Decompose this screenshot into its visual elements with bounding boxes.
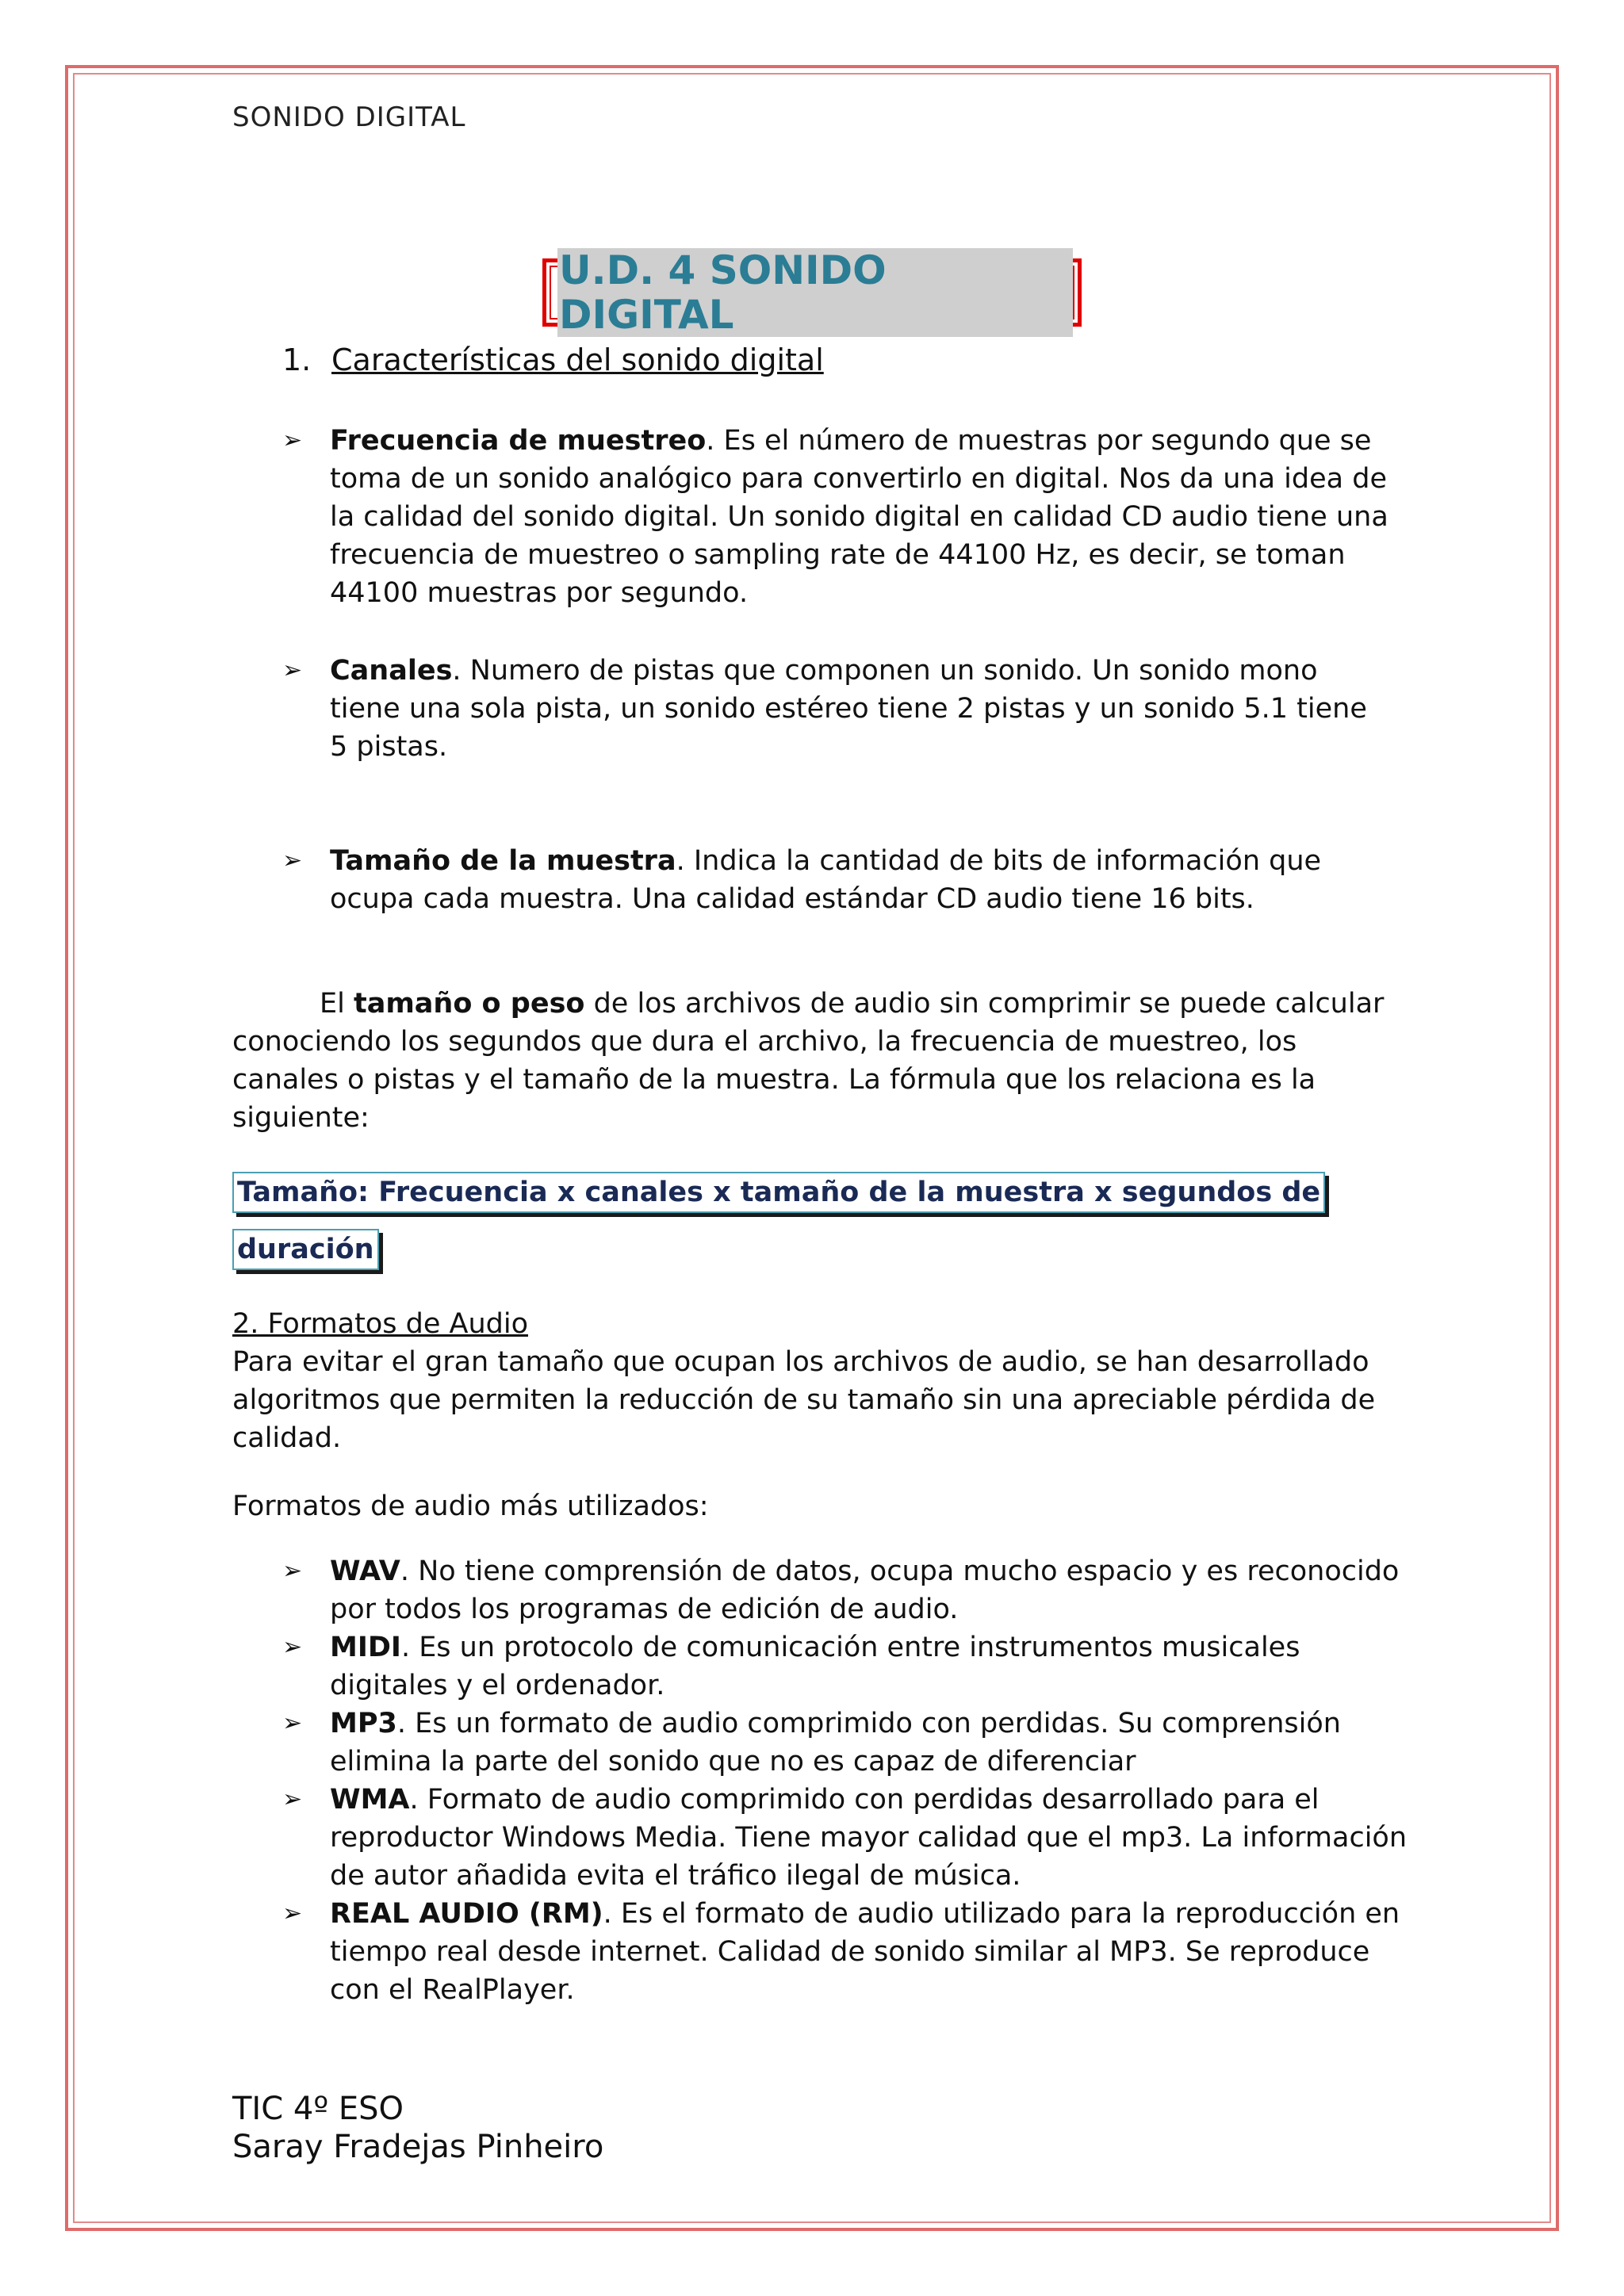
arrowhead-bullet-icon: ➢ [282, 656, 303, 684]
bullet-text [330, 652, 1392, 766]
list-item [282, 1705, 1408, 1781]
format-term: WAV [330, 1556, 400, 1587]
bullet-term: Frecuencia de muestreo [330, 425, 707, 457]
list-item [282, 1895, 1408, 2009]
formats-list [282, 1552, 1408, 2009]
format-description: . Es el formato de audio utilizado para la reproducción en tiempo real desde internet. Calidad de sonido similar al MP3. Se reproduce con el RealPlayer. [330, 1898, 1400, 2006]
bullet-text [330, 842, 1392, 918]
paragraph-bold: tamaño o peso [353, 988, 585, 1020]
bullet-text [330, 422, 1392, 612]
arrowhead-bullet-icon: ➢ [282, 427, 303, 454]
section-1-heading [282, 341, 824, 379]
format-description: . Es un protocolo de comunicación entre instrumentos musicales digitales y el ordenador. [330, 1632, 1300, 1701]
format-description: . Es un formato de audio comprimido con perdidas. Su comprensión elimina la parte del sonido que no es capaz de diferenciar [330, 1708, 1341, 1777]
format-term: MIDI [330, 1632, 401, 1663]
section-2-heading: 2. Formatos de Audio [232, 1308, 528, 1340]
section-2 [232, 1305, 1398, 1457]
title-inner-border [550, 247, 1074, 338]
footer-author: Saray Fradejas Pinheiro [232, 2129, 604, 2165]
formula-line-1: Tamaño: Frecuencia x canales x tamaño de la muestra x segundos de [232, 1172, 1325, 1213]
bullet-description: . Es el número de muestras por segundo que se toma de un sonido analógico para convertirlo en digital. Nos da una idea de la calidad del sonido digital. Un sonido digital en calidad CD audio tiene una frecuencia de muestreo o sampling rate de 44100 Hz, es decir, se toman 44100 muestras por segundo. [330, 425, 1388, 609]
page-title: U.D. 4 SONIDO DIGITAL [557, 248, 1073, 337]
arrowhead-bullet-icon: ➢ [282, 1633, 303, 1661]
paragraph-size [232, 985, 1398, 1137]
format-term: MP3 [330, 1708, 397, 1739]
bullet-description: . Indica la cantidad de bits de información que ocupa cada muestra. Una calidad estándar CD audio tiene 16 bits. [330, 845, 1322, 915]
bullet-term: Canales [330, 655, 453, 687]
format-description: . Formato de audio comprimido con perdidas desarrollado para el reproductor Windows Media. Tiene mayor calidad que el mp3. La información de autor añadida evita el tráfico ilegal de música. [330, 1784, 1408, 1892]
section-2-intro: Para evitar el gran tamaño que ocupan los archivos de audio, se han desarrollado algoritmos que permiten la reducción de su tamaño sin una apreciable pérdida de calidad. [232, 1346, 1376, 1454]
arrowhead-bullet-icon: ➢ [282, 1785, 303, 1813]
section-1-title: Características del sonido digital [331, 342, 824, 377]
bullet-term: Tamaño de la muestra [330, 845, 676, 877]
format-description: . No tiene comprensión de datos, ocupa mucho espacio y es reconocido por todos los programas de edición de audio. [330, 1556, 1400, 1625]
bullet-frecuencia [282, 422, 1392, 612]
paragraph-pre: El [320, 988, 354, 1020]
list-item [282, 1552, 1408, 1628]
arrowhead-bullet-icon: ➢ [282, 847, 303, 874]
arrowhead-bullet-icon: ➢ [282, 1900, 303, 1927]
list-item [282, 1781, 1408, 1895]
bullet-description: . Numero de pistas que componen un sonido. Un sonido mono tiene una sola pista, un sonido estéreo tiene 2 pistas y un sonido 5.1 tiene 5 pistas. [330, 655, 1367, 763]
formula-line-2: duración [232, 1229, 379, 1270]
paragraph-post: de los archivos de audio sin comprimir se puede calcular conociendo los segundos que dura el archivo, la frecuencia de muestreo, los canales o pistas y el tamaño de la muestra. La fórmula que los relaciona es la siguiente: [232, 988, 1385, 1134]
format-term: REAL AUDIO (RM) [330, 1898, 603, 1930]
list-item [282, 1628, 1408, 1705]
footer-course: TIC 4º ESO [232, 2091, 404, 2127]
bullet-tamano-muestra [282, 842, 1392, 918]
page-footer [232, 2090, 603, 2166]
arrowhead-bullet-icon: ➢ [282, 1557, 303, 1585]
section-1-number: 1. [282, 342, 312, 377]
page-header: SONIDO DIGITAL [232, 101, 466, 133]
format-term: WMA [330, 1784, 410, 1816]
formats-label: Formatos de audio más utilizados: [232, 1490, 709, 1522]
arrowhead-bullet-icon: ➢ [282, 1709, 303, 1737]
title-box [542, 247, 1082, 338]
bullet-canales [282, 652, 1392, 766]
